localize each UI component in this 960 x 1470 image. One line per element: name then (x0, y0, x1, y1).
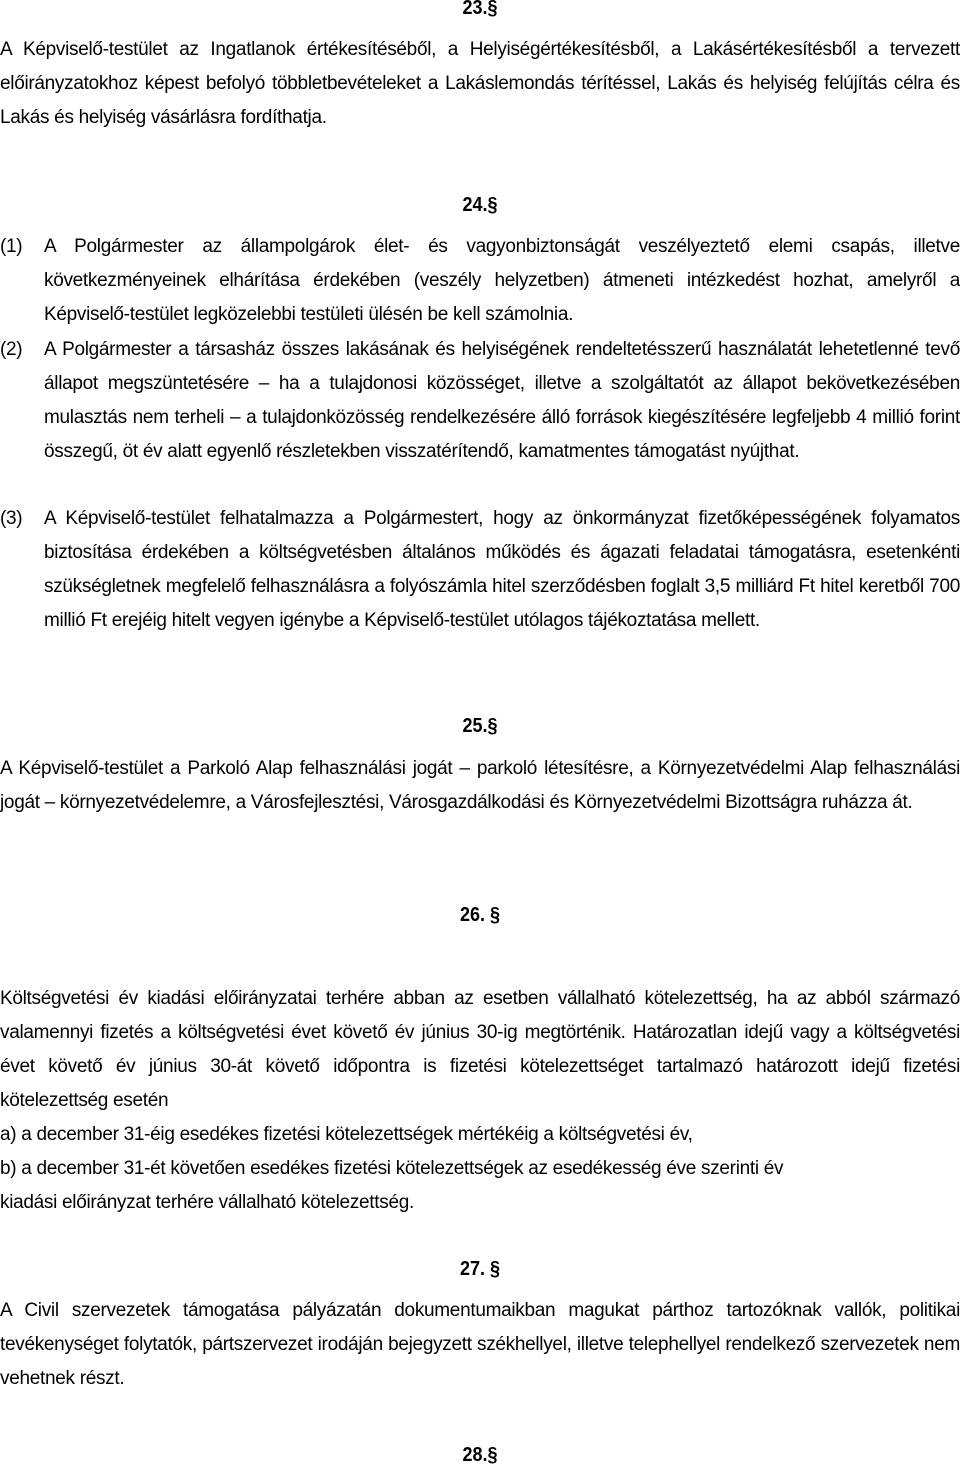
section-26-paragraph: Költségvetési év kiadási előirányzatai terhére abban az esetben vállalható kötelezettség, ha az abból származó valamennyi fizetés a költségvetési évet követő év június 30-ig megtörténik. Határozatlan idejű vagy a költségvetési évet követő év június 30-át követő időpontra is fizetési kötelezettséget tartalmazó határozott idejű fizetési kötelezettség esetén (0, 988, 960, 1111)
item-text: A Polgármester a társasház összes lakásának és helyiségének rendeltetésszerű használatát lehetetlenné tevő állapot megszüntetésére – ha a tulajdonosi közösséget, illetve a szolgáltatót az állapot bekövetkezésében mulasztás nem terheli – a tulajdonközösség rendelkezésére álló források kiegészítésére legfeljebb 4 millió forint összegű, öt év alatt egyenlő részletekben visszatérítendő, kamatmentes támogatást nyújthat. (44, 339, 960, 462)
section-24-item-3 (0, 502, 960, 638)
item-text: A Polgármester az állampolgárok élet- és vagyonbiztonságát veszélyeztető elemi csapás, illetve következményeinek elhárítása érdekében (veszély helyzetben) átmeneti intézkedést hozhat, amelyről a Képviselő-testület legközelebbi testületi ülésén be kell számolnia. (44, 236, 960, 325)
section-25-paragraph: A Képviselő-testület a Parkoló Alap felhasználási jogát – parkoló létesítésre, a Környezetvédelmi Alap felhasználási jogát – környezetvédelemre, a Városfejlesztési, Városgazdálkodási és Környezetvédelmi Bizottságra ruházza át. (0, 758, 960, 813)
section-heading-23: 23.§ (462, 0, 498, 19)
section-heading-25: 25.§ (462, 715, 498, 737)
section-26-line-a: a) a december 31-éig esedékes fizetési kötelezettségek mértékéig a költségvetési év, (0, 1124, 693, 1145)
section-heading-24: 24.§ (462, 194, 498, 216)
section-24-item-2 (0, 333, 960, 469)
section-26-line-b1: b) a december 31-ét követően esedékes fizetési kötelezettségek az esedékesség éve szerinti év (0, 1158, 784, 1179)
section-24-item-1 (0, 230, 960, 332)
section-heading-28: 28.§ (462, 1444, 498, 1466)
section-23-paragraph: A Képviselő-testület az Ingatlanok értékesítéséből, a Helyiségértékesítésből, a Lakásértékesítésből a tervezett előirányzatokhoz képest befolyó többletbevételeket a Lakáslemondás térítéssel, Lakás és helyiség felújítás célra és Lakás és helyiség vásárlásra fordíthatja. (0, 39, 960, 128)
section-26-line-b2: kiadási előirányzat terhére vállalható kötelezettség. (0, 1192, 414, 1213)
section-heading-26: 26. § (459, 904, 501, 926)
item-number: (2) (0, 339, 23, 360)
section-27-paragraph: A Civil szervezetek támogatása pályázatán dokumentumaikban magukat párthoz tartozóknak vallók, politikai tevékenységet folytatók, pártszervezet irodáján bejegyzett székhellyel, illetve telephellyel rendelkező szervezetek nem vehetnek részt. (0, 1300, 960, 1389)
item-number: (3) (0, 508, 23, 529)
section-heading-27: 27. § (459, 1258, 501, 1280)
item-number: (1) (0, 236, 23, 257)
item-text: A Képviselő-testület felhatalmazza a Polgármestert, hogy az önkormányzat fizetőképességének folyamatos biztosítása érdekében a költségvetésben általános működés és ágazati feladatai támogatásra, esetenkénti szükségletnek megfelelő felhasználásra a folyószámla hitel szerződésben foglalt 3,5 milliárd Ft hitel keretből 700 millió Ft erejéig hitelt vegyen igénybe a Képviselő-testület utólagos tájékoztatása mellett. (44, 508, 960, 631)
